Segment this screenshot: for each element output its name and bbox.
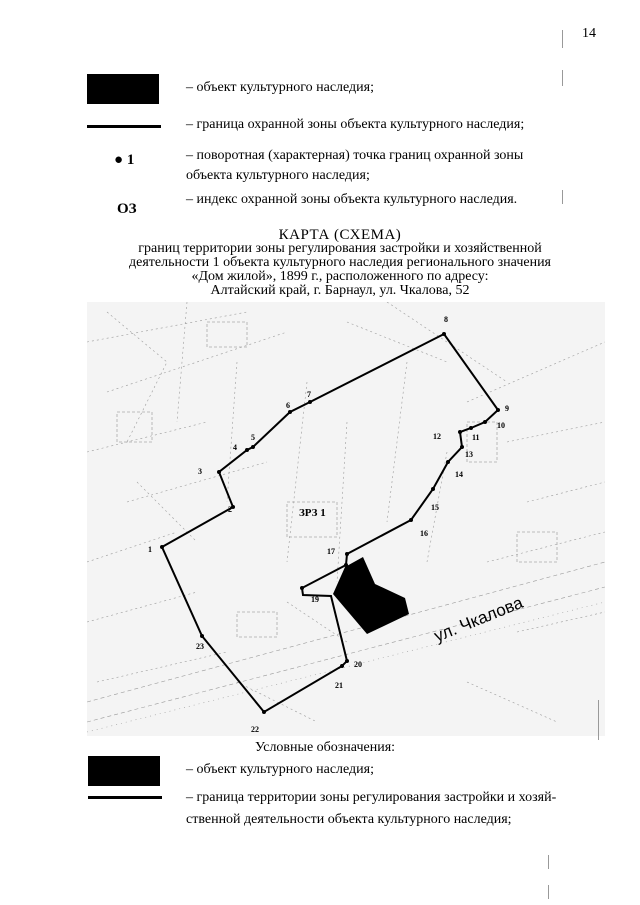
scan-margin-mark	[562, 190, 563, 204]
point-label: 1	[148, 545, 152, 554]
turning-point-dot	[300, 586, 304, 590]
turning-point-dot	[288, 410, 292, 414]
point-label: 10	[497, 421, 505, 430]
turning-point-dot	[308, 400, 312, 404]
turning-point-dot	[160, 545, 164, 549]
map-subtitle-line4: Алтайский край, г. Барнаул, ул. Чкалова, 52	[210, 283, 470, 298]
turning-point-dot	[345, 659, 349, 663]
map-subtitle-line3: «Дом жилой», 1899 г., расположенного по адресу:	[191, 269, 489, 284]
scan-margin-mark	[548, 855, 549, 869]
heritage-object-swatch	[87, 74, 159, 104]
point-label: 20	[354, 660, 362, 669]
turning-point-dot	[460, 445, 464, 449]
turning-point-dot	[469, 426, 473, 430]
point-label: 9	[505, 404, 509, 413]
map-title-block	[60, 228, 620, 298]
turning-point-dot	[344, 563, 348, 567]
legend-title: Условные обозначения:	[255, 740, 396, 755]
legend-regulation-zone-text-line2: ственной деятельности объекта культурного наследия;	[186, 812, 512, 827]
turning-point-dot	[217, 470, 221, 474]
point-label: 4	[233, 443, 237, 452]
map-title: КАРТА (СХЕМА)	[278, 227, 402, 243]
page-number: 14	[582, 26, 596, 41]
map-subtitle-line2: деятельности 1 объекта культурного наследия регионального значения	[128, 255, 552, 270]
scan-margin-mark	[562, 30, 563, 48]
legend-protection-zone-text: – граница охранной зоны объекта культурного наследия;	[186, 117, 525, 132]
turning-point-dot	[245, 448, 249, 452]
map-subtitle-line1: границ территории зоны регулирования застройки и хозяйственной	[138, 241, 542, 256]
protection-zone-line-swatch	[87, 125, 161, 128]
point-label: 8	[444, 315, 448, 324]
turning-point-dot	[409, 518, 413, 522]
point-label: 23	[196, 642, 204, 651]
turning-point-dot	[345, 552, 349, 556]
point-label: 16	[420, 529, 428, 538]
legend-zone-index-text: – индекс охранной зоны объекта культурного наследия.	[186, 192, 518, 207]
point-label: 13	[465, 450, 473, 459]
legend-regulation-zone-text-line1: – граница территории зоны регулирования застройки и хозяй-	[186, 790, 557, 805]
cadastral-map	[87, 302, 605, 736]
scan-margin-mark	[562, 70, 563, 86]
point-label: 14	[455, 470, 463, 479]
legend-heritage-object-text: – объект культурного наследия;	[186, 80, 374, 95]
point-label: 22	[251, 725, 259, 734]
point-label: 7	[307, 390, 311, 399]
turning-point-dot	[446, 460, 450, 464]
point-label: 3	[198, 467, 202, 476]
turning-point-dot	[431, 487, 435, 491]
legend-turning-point-text-line1: – поворотная (характерная) точка границ охранной зоны	[186, 148, 524, 163]
turning-point-dot	[483, 420, 487, 424]
turning-point-dot	[251, 445, 255, 449]
street-label: ул. Чкалова	[431, 592, 526, 646]
point-label: 5	[251, 433, 255, 442]
point-label: 21	[335, 681, 343, 690]
scan-margin-mark	[548, 885, 549, 899]
regulation-zone-line-swatch	[88, 796, 162, 799]
turning-point-label: 1	[126, 152, 135, 168]
turning-point-dot	[458, 430, 462, 434]
zone-label: ЗРЗ 1	[299, 507, 326, 519]
zone-index-symbol: ОЗ	[117, 201, 137, 217]
turning-point-dot	[496, 408, 500, 412]
point-label: 15	[431, 503, 439, 512]
heritage-object-swatch-bottom	[88, 756, 160, 786]
point-label: 2	[228, 505, 232, 514]
turning-point-dot	[340, 664, 344, 668]
legend-heritage-object-text-bottom: – объект культурного наследия;	[186, 762, 374, 777]
legend-turning-point-text-line2: объекта культурного наследия;	[186, 168, 370, 183]
turning-point-dot	[200, 634, 204, 638]
scan-margin-mark	[598, 700, 599, 740]
point-label: 18	[349, 564, 357, 573]
point-label: 12	[433, 432, 441, 441]
point-label: 19	[311, 595, 319, 604]
turning-point-dot	[262, 710, 266, 714]
turning-point-dot	[442, 332, 446, 336]
turning-point-symbol: ● 1	[114, 152, 135, 168]
point-label: 11	[472, 433, 480, 442]
point-label: 17	[327, 547, 335, 556]
point-label: 6	[286, 401, 290, 410]
